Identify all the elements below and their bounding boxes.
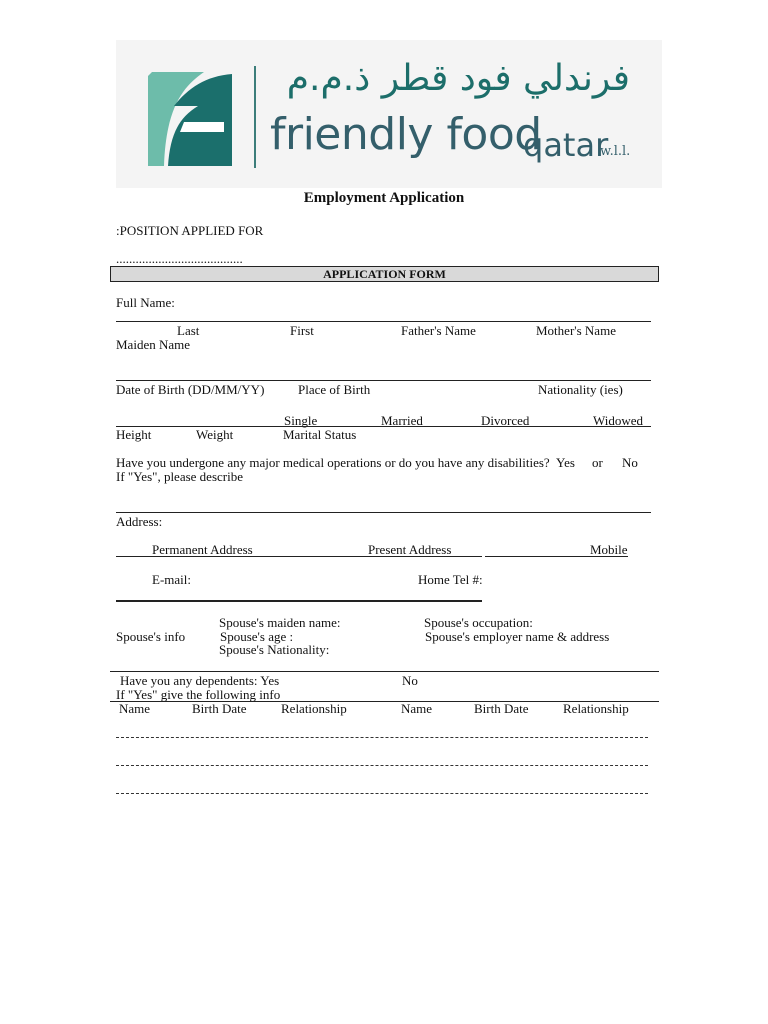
- weight-label: Weight: [196, 427, 234, 442]
- brand-suffix: w.l.l.: [600, 144, 631, 159]
- medical-yes-option[interactable]: Yes: [556, 455, 575, 470]
- full-name-label: Full Name:: [116, 295, 175, 310]
- full-name-line[interactable]: [116, 321, 651, 322]
- dep-col-relationship-2: Relationship: [563, 701, 629, 716]
- maiden-name-label: Maiden Name: [116, 337, 191, 352]
- dependents-top-rule: [110, 671, 659, 672]
- dep-col-relationship-1: Relationship: [281, 701, 347, 716]
- medical-describe-line[interactable]: [116, 512, 651, 513]
- marital-option-married[interactable]: Married: [381, 413, 423, 428]
- birth-info-line[interactable]: [116, 380, 651, 381]
- home-tel-label: Home Tel #:: [418, 572, 483, 587]
- medical-or-text: or: [592, 455, 603, 470]
- address-label: Address:: [116, 514, 163, 529]
- permanent-address-label: Permanent Address: [152, 542, 253, 557]
- logo-divider: [254, 66, 256, 168]
- page-title: Employment Application: [303, 190, 465, 206]
- position-field[interactable]: .......................................: [116, 251, 243, 266]
- medical-question: Have you undergone any major medical operations or do you have any disabilities?: [116, 455, 550, 470]
- name-part-father: Father's Name: [401, 323, 476, 338]
- spouse-maiden-label: Spouse's maiden name:: [219, 615, 341, 630]
- section-band: APPLICATION FORM: [110, 266, 659, 282]
- dependent-entry-line[interactable]: [116, 737, 648, 738]
- position-label: :POSITION APPLIED FOR: [116, 223, 264, 238]
- marital-option-widowed[interactable]: Widowed: [593, 413, 644, 428]
- spouse-info-label: Spouse's info: [116, 629, 186, 644]
- dependents-no-option[interactable]: No: [402, 673, 418, 688]
- height-label: Height: [116, 427, 152, 442]
- name-part-mother: Mother's Name: [536, 323, 616, 338]
- medical-no-option[interactable]: No: [622, 455, 638, 470]
- spouse-occupation-label: Spouse's occupation:: [424, 615, 533, 630]
- marital-option-divorced[interactable]: Divorced: [481, 413, 530, 428]
- name-part-first: First: [290, 323, 314, 338]
- nationality-label: Nationality (ies): [538, 382, 623, 397]
- dob-label: Date of Birth (DD/MM/YY): [116, 382, 265, 397]
- brand-name: friendly food: [270, 109, 542, 160]
- brand-country: qatar: [523, 126, 609, 164]
- dep-col-birthdate-2: Birth Date: [474, 701, 529, 716]
- email-line[interactable]: [116, 600, 482, 602]
- dependents-question: Have you any dependents: Yes: [120, 673, 280, 688]
- name-part-last: Last: [177, 323, 200, 338]
- dependent-entry-line[interactable]: [116, 793, 648, 794]
- email-label: E-mail:: [152, 572, 191, 587]
- spouse-employer-label: Spouse's employer name & address: [425, 629, 610, 644]
- brand-name-arabic: فرندلي فود قطر ذ.م.م: [286, 58, 630, 99]
- company-logo-icon: [144, 66, 232, 168]
- medical-describe-label: If "Yes", please describe: [116, 469, 243, 484]
- marital-status-label: Marital Status: [283, 427, 357, 442]
- dep-col-birthdate-1: Birth Date: [192, 701, 247, 716]
- dependents-info-label: If "Yes" give the following info: [116, 687, 281, 702]
- dependent-entry-line[interactable]: [116, 765, 648, 766]
- spouse-nationality-label: Spouse's Nationality:: [219, 642, 330, 657]
- present-address-label: Present Address: [368, 542, 452, 557]
- birth-place-label: Place of Birth: [298, 382, 371, 397]
- marital-option-single[interactable]: Single: [284, 413, 318, 428]
- mobile-label: Mobile: [590, 542, 628, 557]
- spouse-age-label: Spouse's age :: [220, 629, 294, 644]
- dep-col-name-1: Name: [119, 701, 151, 716]
- dep-col-name-2: Name: [401, 701, 433, 716]
